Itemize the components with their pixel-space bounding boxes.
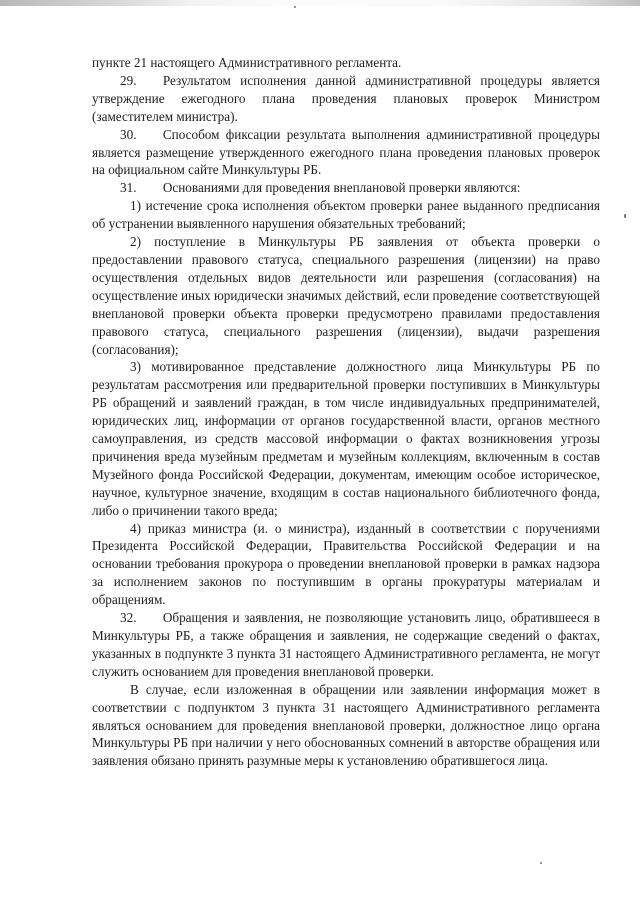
paragraph-29: 29. Результатом исполнения данной административной процедуры является утверждение ежегодного плана проведения плановых проверок Министром (заместителем министра). [92,72,600,124]
document-body [92,54,600,770]
list-item-3: 3) мотивированное представление должностного лица Минкультуры РБ по результатам рассмотрения или предварительной проверки поступивших в Минкультуры РБ обращений и заявлений граждан, в том числе индивидуальных предпринимателей, юридических лиц, информации от органов государственной власти, органов местного самоуправления, из средств массовой информации о фактах возникновения угрозы причинения вреда музейным предметам и музейным коллекциям, включенным в состав Музейного фонда Российской Федерации, документам, имеющим особое историческое, научное, культурное значение, входящим в состав национального библиотечного фонда, либо о причинении такого вреда; [92,359,600,518]
scan-speck [540,862,542,864]
list-item-1: 1) истечение срока исполнения объектом проверки ранее выданного предписания об устранении выявленного нарушения обязательных требований; [92,198,600,232]
paragraph-31: 31. Основаниями для проведения внеплановой проверки являются: [120,180,521,196]
paragraph-32: 32. Обращения и заявления, не позволяющие установить лицо, обратившееся в Минкультуры РБ, а также обращения и заявления, не содержащие сведений о фактах, указанных в подпункте 3 пункта 31 настоящего Административного регламента, не могут служить основанием для проведения внеплановой проверки. [92,610,600,679]
scan-speck [624,214,626,218]
scan-edge-artifact [0,0,640,6]
list-item-4: 4) приказ министра (и. о министра), изданный в соответствии с поручениями Президента Российской Федерации, Правительства Российской Федерации и на основании требования прокурора о проведении внеплановой проверки в рамках надзора за исполнением законов по поступившим в органы прокуратуры материалам и обращениям. [92,520,600,608]
paragraph-32-case: В случае, если изложенная в обращении или заявлении информация может в соответствии с подпунктом 3 пункта 31 настоящего Административного регламента являться основанием для проведения внеплановой проверки, должностное лицо органа Минкультуры РБ при наличии у него обоснованных сомнений в авторстве обращения или заявления обязано принять разумные меры к установлению обратившегося лица. [92,681,600,769]
scan-speck [294,6,296,8]
paragraph-continuation: пункте 21 настоящего Административного регламента. [92,55,402,70]
paragraph-30: 30. Способом фиксации результата выполнения административной процедуры является размещение утвержденного ежегодного плана проведения плановых проверок на официальном сайте Минкультуры РБ. [92,126,600,178]
list-item-2: 2) поступление в Минкультуры РБ заявления от объекта проверки о предоставлении правового статуса, специального разрешения (лицензии) на право осуществления отдельных видов деятельности или разрешения (согласования) на осуществление иных юридически значимых действий, если проведение соответствующей внеплановой проверки объекта проверки предусмотрено правилами предоставления правового статуса, специального разрешения (лицензии), выдачи разрешения (согласования); [92,234,600,357]
